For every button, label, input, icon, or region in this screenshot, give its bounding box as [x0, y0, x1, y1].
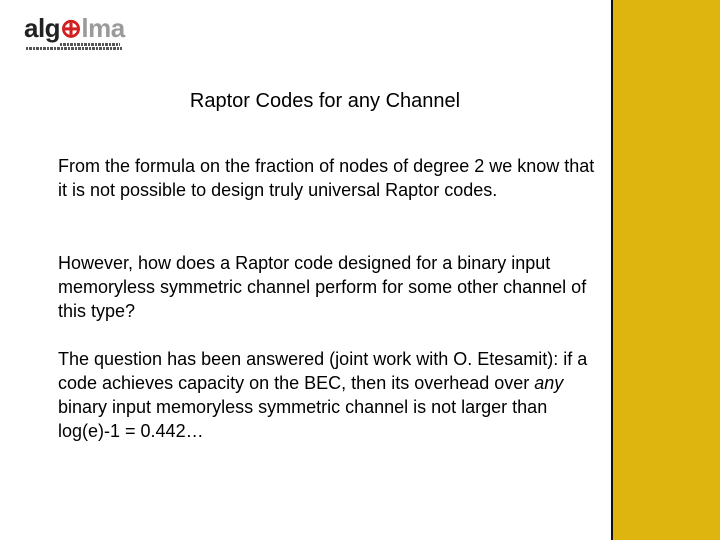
logo-wordmark-part-c: lma [81, 13, 125, 43]
paragraph-3-text-start: The question has been answered (joint work with O. Etesamit): if a code achieves capacity on the BEC, then its overhead over [58, 349, 588, 393]
decorative-sidebar [611, 0, 720, 540]
body-paragraph-2: However, how does a Raptor code designed for a binary input memoryless symmetric channel perform for some other channel of this type? [58, 253, 587, 321]
logo-wordmark [24, 14, 125, 42]
body-paragraph-1: From the formula on the fraction of nodes of degree 2 we know that it is not possible to design truly universal Raptor codes. [58, 156, 595, 200]
algolma-logo [24, 14, 134, 58]
logo-tagline-line [26, 47, 122, 50]
paragraph-3-text-end: binary input memoryless symmetric channel is not larger than log(e)-1 = 0.442… [58, 397, 548, 441]
logo-wordmark-mark: ⊕ [60, 13, 82, 43]
slide-title: Raptor Codes for any Channel [189, 90, 461, 112]
logo-wordmark-part-a: alg [24, 13, 61, 43]
body-paragraph-3 [58, 347, 598, 443]
logo-tagline-line [60, 43, 120, 46]
paragraph-3-emphasis: any [534, 373, 564, 393]
